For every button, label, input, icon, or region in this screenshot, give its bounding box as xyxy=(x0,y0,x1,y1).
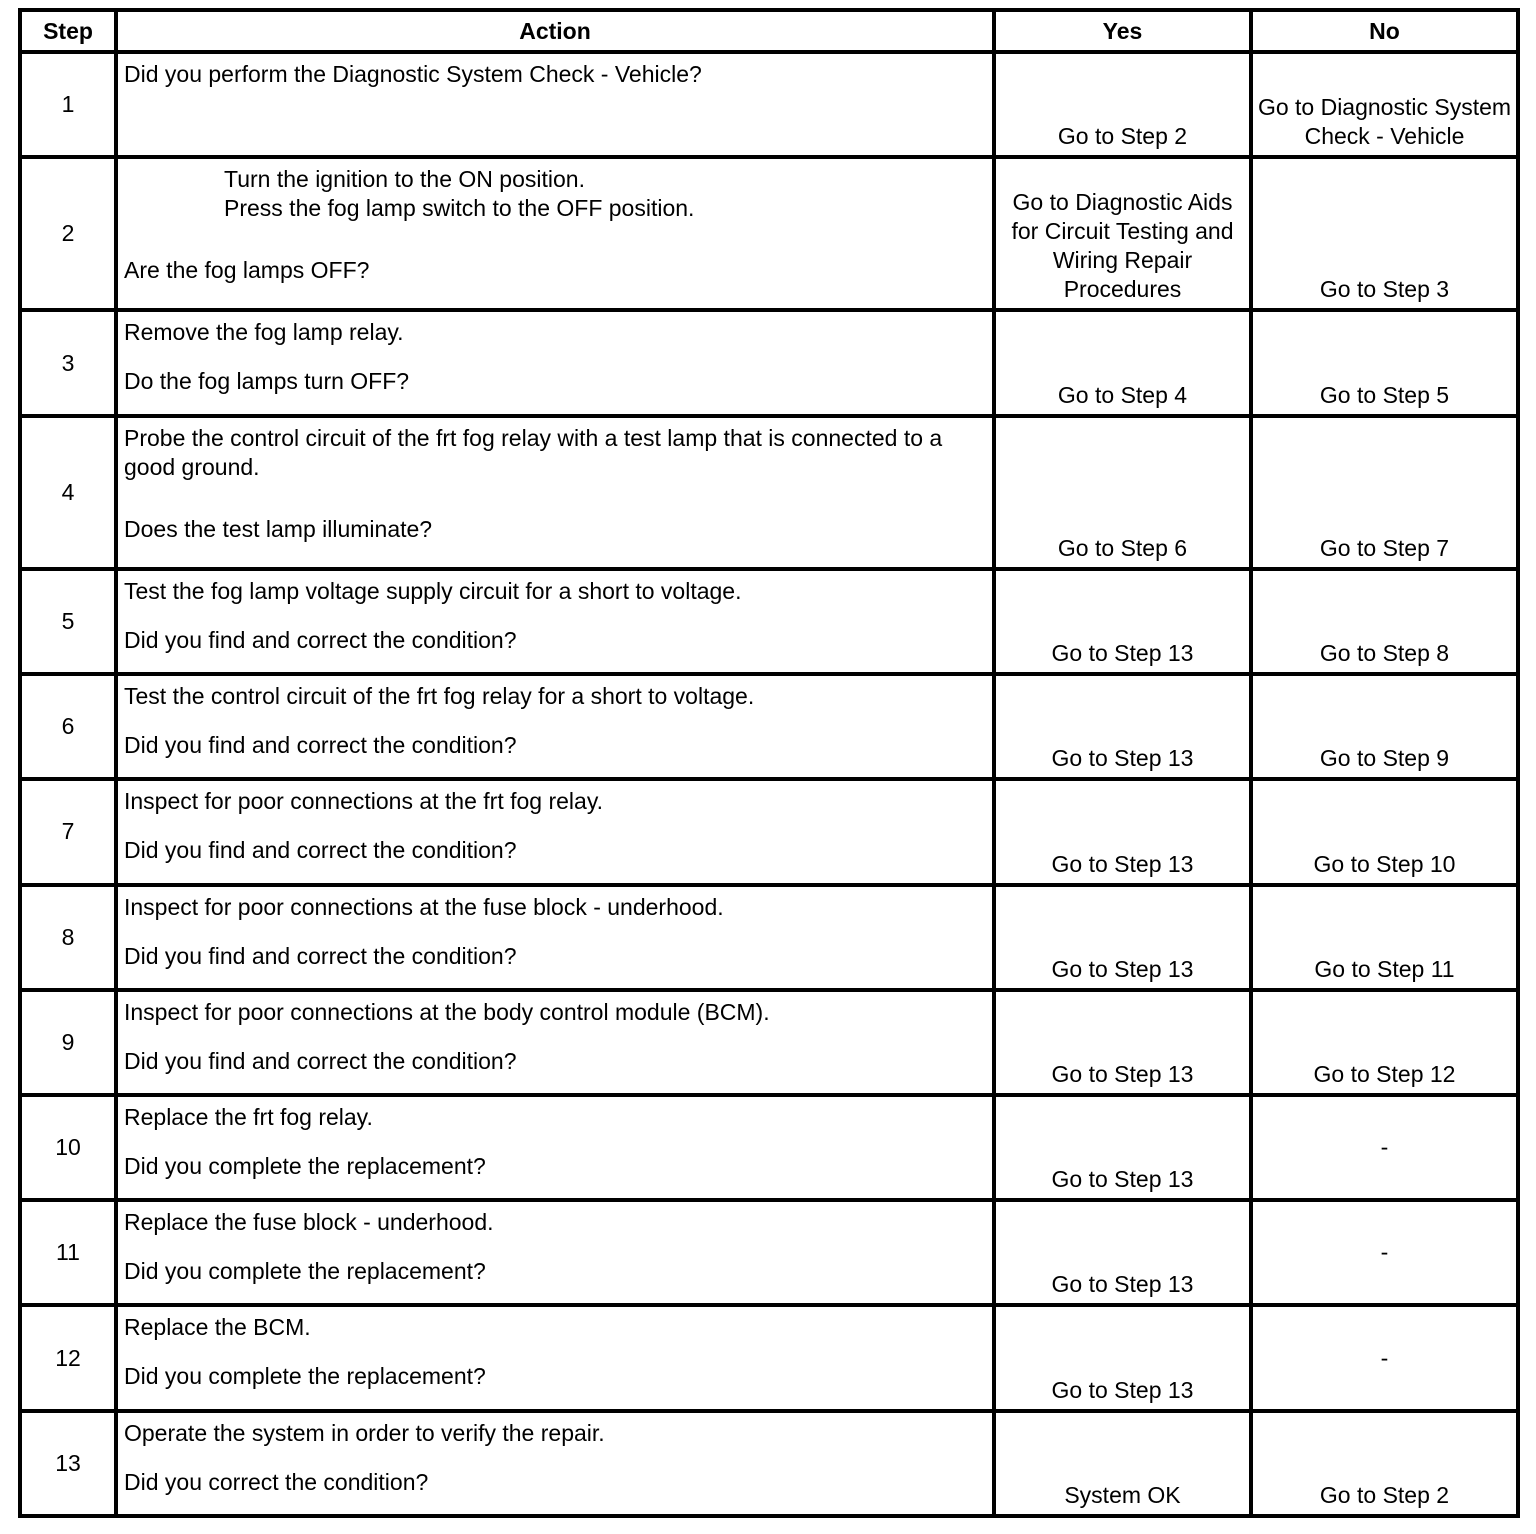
step-number: 11 xyxy=(20,1200,116,1305)
action-question: Did you complete the replacement? xyxy=(124,1258,486,1285)
action-question: Did you complete the replacement? xyxy=(124,1363,486,1390)
header-step: Step xyxy=(20,10,116,52)
header-no: No xyxy=(1251,10,1518,52)
action-text: Replace the frt fog relay. xyxy=(124,1104,373,1131)
action-cell xyxy=(116,1411,994,1516)
no-result: Go to Step 5 xyxy=(1251,310,1518,415)
action-text: Inspect for poor connections at the frt fog relay. xyxy=(124,788,604,815)
action-text: Remove the fog lamp relay. xyxy=(124,319,404,346)
step-number: 5 xyxy=(20,569,116,674)
action-cell xyxy=(116,157,994,310)
no-result: - xyxy=(1251,1095,1518,1200)
table-row xyxy=(20,885,1518,990)
action-cell xyxy=(116,885,994,990)
action-cell xyxy=(116,990,994,1095)
no-result: Go to Step 12 xyxy=(1251,990,1518,1095)
yes-result: Go to Step 6 xyxy=(994,416,1251,569)
no-result: Go to Step 2 xyxy=(1251,1411,1518,1516)
table-row xyxy=(20,1305,1518,1410)
no-result: - xyxy=(1251,1200,1518,1305)
action-text: Test the fog lamp voltage supply circuit for a short to voltage. xyxy=(124,577,742,604)
yes-result: Go to Diagnostic Aids for Circuit Testing and Wiring Repair Procedures xyxy=(994,157,1251,310)
yes-result: Go to Step 2 xyxy=(994,52,1251,157)
table-body xyxy=(20,52,1518,1516)
action-question: Do the fog lamps turn OFF? xyxy=(124,368,410,395)
action-substep: Press the fog lamp switch to the OFF position. xyxy=(224,195,695,222)
action-text: Replace the BCM. xyxy=(124,1314,311,1341)
no-result: Go to Step 3 xyxy=(1251,157,1518,310)
no-result: - xyxy=(1251,1305,1518,1410)
table-header-row xyxy=(20,10,1518,52)
action-text: Test the control circuit of the frt fog relay for a short to voltage. xyxy=(124,683,755,710)
header-yes: Yes xyxy=(994,10,1251,52)
yes-result: Go to Step 4 xyxy=(994,310,1251,415)
action-cell xyxy=(116,52,994,157)
action-question: Did you find and correct the condition? xyxy=(124,732,517,759)
step-number: 8 xyxy=(20,885,116,990)
table-row xyxy=(20,569,1518,674)
action-text: Did you perform the Diagnostic System Check - Vehicle? xyxy=(124,61,702,87)
yes-result: Go to Step 13 xyxy=(994,1095,1251,1200)
step-number: 10 xyxy=(20,1095,116,1200)
diagnostic-table xyxy=(18,8,1520,1518)
step-number: 4 xyxy=(20,416,116,569)
table-row xyxy=(20,157,1518,310)
yes-result: Go to Step 13 xyxy=(994,779,1251,884)
action-question: Did you complete the replacement? xyxy=(124,1153,486,1180)
step-number: 3 xyxy=(20,310,116,415)
action-question: Does the test lamp illuminate? xyxy=(124,515,433,542)
action-question: Did you correct the condition? xyxy=(124,1468,429,1495)
action-cell xyxy=(116,416,994,569)
action-question: Are the fog lamps OFF? xyxy=(124,257,370,284)
table-row xyxy=(20,416,1518,569)
yes-result: Go to Step 13 xyxy=(994,885,1251,990)
action-substep: Turn the ignition to the ON position. xyxy=(224,166,585,193)
yes-result: Go to Step 13 xyxy=(994,1200,1251,1305)
action-cell xyxy=(116,569,994,674)
action-text: Replace the fuse block - underhood. xyxy=(124,1209,494,1236)
yes-result: Go to Step 13 xyxy=(994,1305,1251,1410)
table-row xyxy=(20,674,1518,779)
table-row xyxy=(20,779,1518,884)
step-number: 2 xyxy=(20,157,116,310)
action-question: Did you find and correct the condition? xyxy=(124,1047,517,1074)
action-question: Did you find and correct the condition? xyxy=(124,626,517,653)
no-result: Go to Step 11 xyxy=(1251,885,1518,990)
table-row xyxy=(20,52,1518,157)
action-text: Probe the control circuit of the frt fog relay with a test lamp that is connected to a good ground. xyxy=(124,424,943,480)
no-result: Go to Step 7 xyxy=(1251,416,1518,569)
yes-result: Go to Step 13 xyxy=(994,674,1251,779)
action-cell xyxy=(116,779,994,884)
step-number: 9 xyxy=(20,990,116,1095)
no-result: Go to Step 10 xyxy=(1251,779,1518,884)
no-result: Go to Step 8 xyxy=(1251,569,1518,674)
yes-result: Go to Step 13 xyxy=(994,990,1251,1095)
table-row xyxy=(20,1095,1518,1200)
no-result: Go to Diagnostic System Check - Vehicle xyxy=(1251,52,1518,157)
no-result: Go to Step 9 xyxy=(1251,674,1518,779)
step-number: 6 xyxy=(20,674,116,779)
action-text: Inspect for poor connections at the body control module (BCM). xyxy=(124,998,770,1025)
step-number: 13 xyxy=(20,1411,116,1516)
action-question: Did you find and correct the condition? xyxy=(124,942,517,969)
table-row xyxy=(20,310,1518,415)
action-question: Did you find and correct the condition? xyxy=(124,837,517,864)
table-row xyxy=(20,1411,1518,1516)
action-text: Operate the system in order to verify the repair. xyxy=(124,1419,605,1446)
table-row xyxy=(20,990,1518,1095)
action-cell xyxy=(116,1095,994,1200)
step-number: 1 xyxy=(20,52,116,157)
action-cell xyxy=(116,1200,994,1305)
action-text: Inspect for poor connections at the fuse block - underhood. xyxy=(124,893,724,920)
step-number: 7 xyxy=(20,779,116,884)
header-action: Action xyxy=(116,10,994,52)
step-number: 12 xyxy=(20,1305,116,1410)
yes-result: System OK xyxy=(994,1411,1251,1516)
action-cell xyxy=(116,310,994,415)
yes-result: Go to Step 13 xyxy=(994,569,1251,674)
table-row xyxy=(20,1200,1518,1305)
action-cell xyxy=(116,674,994,779)
action-cell xyxy=(116,1305,994,1410)
